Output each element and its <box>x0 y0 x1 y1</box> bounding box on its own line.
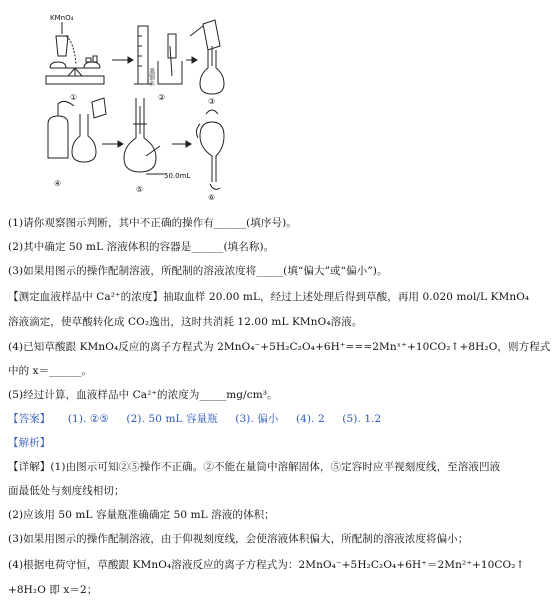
question-line-1: (1)请你观察图示判断，其中不正确的操作有______(填序号)。 <box>8 217 297 229</box>
answer-line <box>8 412 548 426</box>
step-label-2: ② <box>158 93 166 102</box>
flask-pour-drawing <box>190 20 224 94</box>
flask-invert-drawing <box>196 110 224 189</box>
step-label-4: ④ <box>54 179 62 188</box>
step-label-6: ⑥ <box>208 193 216 202</box>
answer-item-3: (3). 偏小 <box>235 413 279 425</box>
water-label: 蒸馏水 <box>147 68 155 86</box>
cylinder-drawing <box>134 26 182 84</box>
answer-item-1: (1). ②⑤ <box>67 413 109 425</box>
experiment-figure <box>40 6 250 202</box>
detail-line-3: (2)应该用 50 mL 容量瓶准确确定 50 mL 溶液的体积； <box>8 509 275 521</box>
balance-drawing <box>46 22 104 84</box>
detail-line-5: (4)根据电荷守恒，草酸跟 KMnO₄溶液反应的离子方程式为：2MnO₄⁻+5H₂C₂O₄+6H⁺＝2Mn²⁺+10CO₂↑ <box>8 559 525 571</box>
blood-test-line-2: 溶液滴定，使草酸转化成 CO₂逸出，这时共消耗 12.00 mL KMnO₄溶液。 <box>8 316 363 328</box>
detail-line-6: +8H₂O 即 x＝2； <box>8 584 98 596</box>
step-label-1: ① <box>70 93 78 102</box>
detail-line-4: (3)如果用图示的操作配制溶液，由于仰视刻度线，会使溶液体积偏大，所配制的溶液浓度将偏小； <box>8 533 469 545</box>
answer-item-4: (4). 2 <box>295 413 325 425</box>
detail-line-1: 【详解】(1)由图示可知②⑤操作不正确。②不能在量筒中溶解固体，⑤定容时应平视刻度线，至溶液凹液 <box>8 461 501 473</box>
answer-tag: 【答案】 <box>8 413 51 425</box>
question-line-4a: (4)已知草酸跟 KMnO₄反应的离子方程式为 2MnO₄⁻+5H₂C₂O₄+6H⁺===2Mnˣ⁺+10CO₂↑+8H₂O，则方程式 <box>8 341 551 353</box>
wash-bottle-drawing <box>48 98 106 162</box>
experiment-diagram <box>40 6 250 202</box>
detail-line-2: 面最低处与刻度线相切； <box>8 485 125 497</box>
step-label-5: ⑤ <box>136 185 144 194</box>
volume-label: 50.0mL <box>164 172 191 180</box>
reagent-label: KMnO₄ <box>50 14 74 22</box>
analysis-tag: 【解析】 <box>8 437 51 449</box>
answer-item-5: (5). 1.2 <box>342 413 382 425</box>
question-line-5: (5)经过计算，血液样品中 Ca²⁺的浓度为_____mg/cm³。 <box>8 389 278 401</box>
answer-item-2: (2). 50 mL 容量瓶 <box>126 413 218 425</box>
step-label-3: ③ <box>208 97 216 106</box>
question-line-3: (3)如果用图示的操作配制溶液，所配制的溶液浓度将_____(填“偏大”或“偏小”)。 <box>8 265 388 277</box>
flask-eye-drawing <box>124 98 164 174</box>
question-line-4b: 中的 x＝______。 <box>8 365 92 377</box>
question-line-2: (2)其中确定 50 mL 溶液体积的容器是______(填名称)。 <box>8 241 275 253</box>
blood-test-line-1: 【测定血液样品中 Ca²⁺的浓度】抽取血样 20.00 mL，经过上述处理后得到草酸，再用 0.020 mol/L KMnO₄ <box>8 291 530 303</box>
